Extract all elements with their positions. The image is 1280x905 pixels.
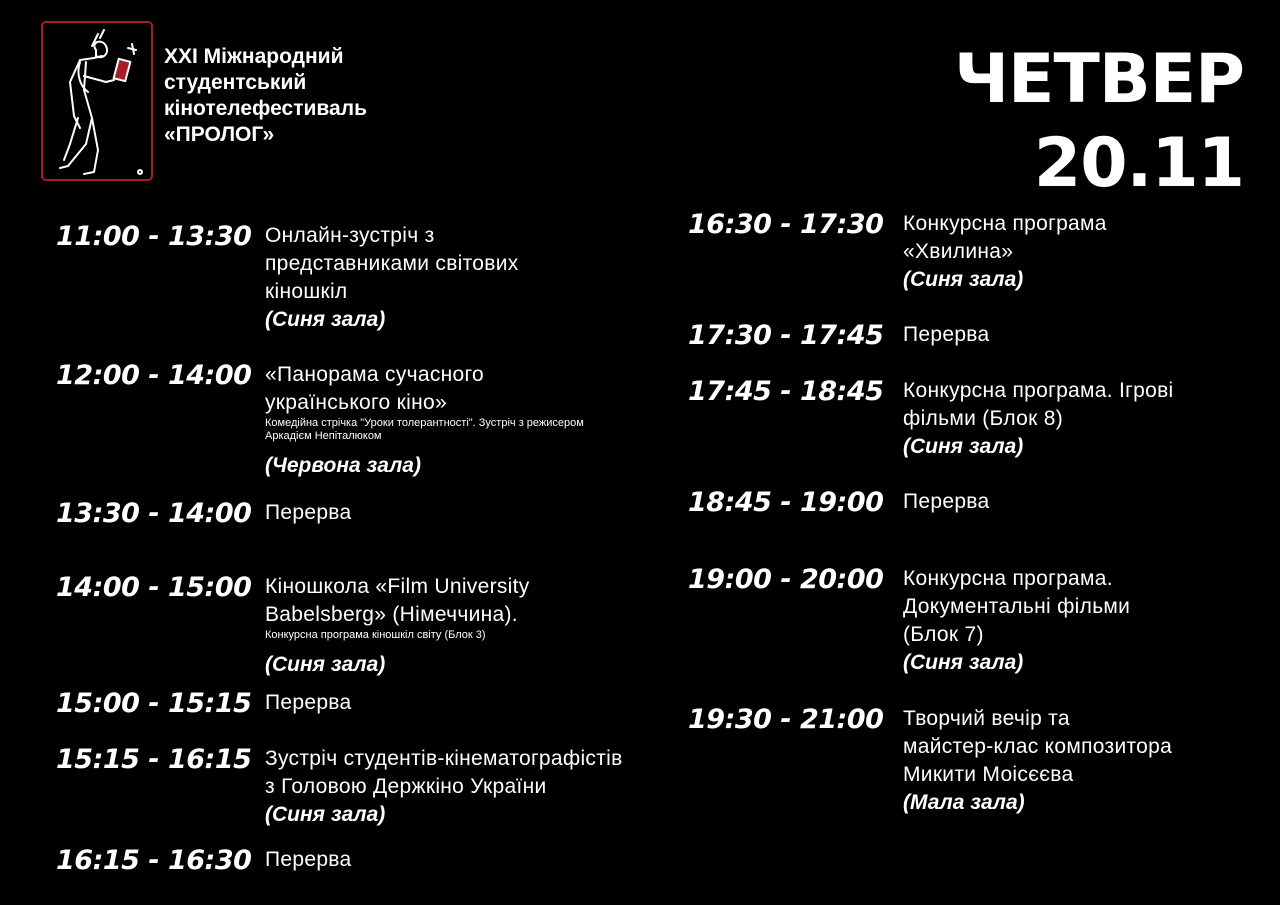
event-hall: (Мала зала) bbox=[903, 791, 1025, 814]
event-title-line: фільми (Блок 8) bbox=[903, 407, 1064, 430]
event-hall: (Червона зала) bbox=[265, 454, 421, 477]
event-time: 12:00 - 14:00 bbox=[56, 360, 252, 391]
event-hall: (Синя зала) bbox=[265, 308, 386, 331]
event-title-line: Документальні фільми bbox=[903, 595, 1131, 618]
event-time: 19:00 - 20:00 bbox=[688, 564, 884, 595]
event-title-line: з Головою Держкіно України bbox=[265, 775, 547, 798]
event-title-line: кіношкіл bbox=[265, 280, 348, 303]
event-time: 14:00 - 15:00 bbox=[56, 572, 252, 603]
event-time: 17:45 - 18:45 bbox=[688, 376, 884, 407]
event-details bbox=[903, 705, 1172, 817]
event-note: Комедійна стрічка "Уроки толерантності". Зустріч з режисером bbox=[265, 417, 584, 429]
festival-title-line: «ПРОЛОГ» bbox=[164, 123, 275, 146]
weekday: ЧЕТВЕР bbox=[954, 40, 1244, 119]
festival-title-line: XXI Міжнародний bbox=[164, 45, 344, 68]
event-time: 16:15 - 16:30 bbox=[56, 845, 252, 876]
event-hall: (Синя зала) bbox=[903, 268, 1024, 291]
festival-title bbox=[164, 44, 367, 148]
event-time: 19:30 - 21:00 bbox=[688, 704, 884, 735]
event-details bbox=[265, 222, 519, 334]
event-time: 11:00 - 13:30 bbox=[56, 221, 252, 252]
event-details bbox=[265, 361, 584, 480]
event-details bbox=[265, 745, 623, 829]
event-title-line: представниками світових bbox=[265, 252, 519, 275]
event-note: Конкурсна програма кіношкіл світу (Блок 3) bbox=[265, 629, 486, 641]
event-title-line: Перерва bbox=[265, 501, 352, 524]
day-header bbox=[954, 38, 1244, 206]
event-title-line: Конкурсна програма bbox=[903, 212, 1107, 235]
event-time: 16:30 - 17:30 bbox=[688, 209, 884, 240]
event-title-line: Зустріч студентів-кінематографістів bbox=[265, 747, 623, 770]
event-title-line: Babelsberg» (Німеччина). bbox=[265, 603, 518, 626]
event-details bbox=[265, 573, 530, 679]
festival-logo bbox=[40, 20, 156, 183]
event-details bbox=[903, 565, 1130, 677]
event-title-line: Перерва bbox=[903, 490, 990, 513]
event-title-line: Конкурсна програма. bbox=[903, 567, 1113, 590]
event-note: Аркадієм Непіталюком bbox=[265, 430, 382, 442]
event-time: 13:30 - 14:00 bbox=[56, 498, 252, 529]
event-time: 15:15 - 16:15 bbox=[56, 744, 252, 775]
event-hall: (Синя зала) bbox=[903, 651, 1024, 674]
event-details bbox=[265, 499, 352, 527]
event-time: 18:45 - 19:00 bbox=[688, 487, 884, 518]
event-hall: (Синя зала) bbox=[903, 435, 1024, 458]
event-title-line: Перерва bbox=[265, 848, 352, 871]
event-title-line: Онлайн-зустріч з bbox=[265, 224, 435, 247]
event-hall: (Синя зала) bbox=[265, 803, 386, 826]
event-title-line: «Хвилина» bbox=[903, 240, 1014, 263]
event-title-line: Кіношкола «Film University bbox=[265, 575, 530, 598]
event-details bbox=[903, 488, 990, 516]
event-details bbox=[903, 210, 1107, 294]
event-time: 15:00 - 15:15 bbox=[56, 688, 252, 719]
event-hall: (Синя зала) bbox=[265, 653, 386, 676]
event-details bbox=[265, 846, 352, 874]
event-title-line: (Блок 7) bbox=[903, 623, 984, 646]
event-title-line: Конкурсна програма. Ігрові bbox=[903, 379, 1174, 402]
event-title-line: майстер-клас композитора bbox=[903, 735, 1173, 758]
date: 20.11 bbox=[1033, 124, 1244, 203]
event-title-line: Микити Моісєєва bbox=[903, 763, 1074, 786]
event-title-line: Перерва bbox=[265, 691, 352, 714]
event-title-line: Перерва bbox=[903, 323, 990, 346]
event-title-line: «Панорама сучасного bbox=[265, 363, 485, 386]
event-title-line: українського кіно» bbox=[265, 391, 447, 414]
event-details bbox=[903, 377, 1174, 461]
festival-title-line: кінотелефестиваль bbox=[164, 97, 367, 120]
festival-title-line: студентський bbox=[164, 71, 307, 94]
event-title-line: Творчий вечір та bbox=[903, 707, 1070, 730]
event-time: 17:30 - 17:45 bbox=[688, 320, 884, 351]
event-details bbox=[903, 321, 990, 349]
event-details bbox=[265, 689, 352, 717]
